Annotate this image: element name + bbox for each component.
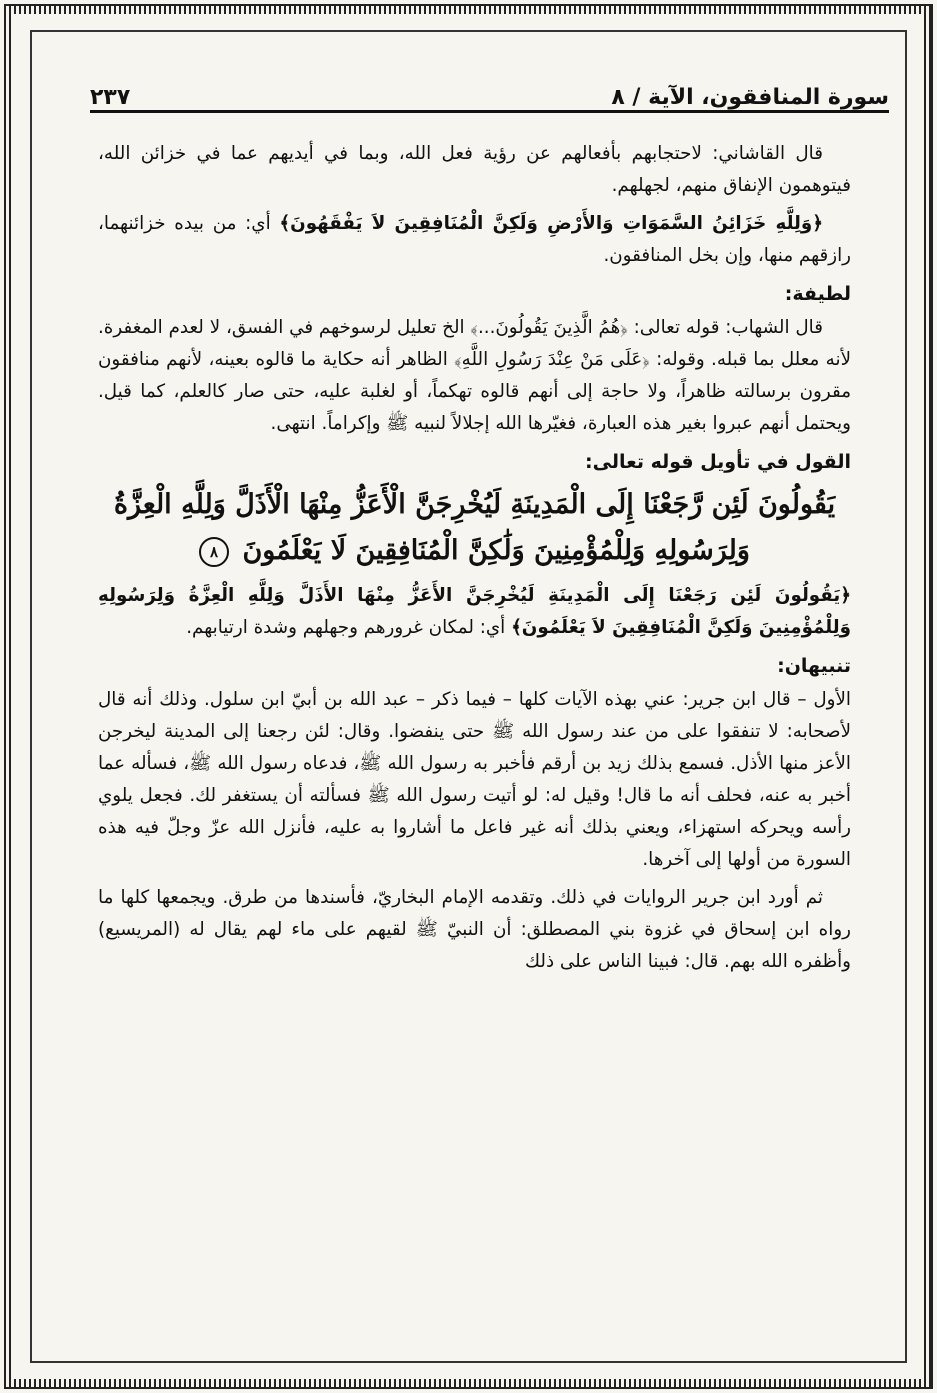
quran-quote: ﴿يَقُولُونَ لَئِن رَجَعْنَا إِلَى الْمَدِينَةِ لَيُخْرِجَنَّ الأَعَزُّ مِنْهَا الأَذَلَّ وَلِلَّهِ الْعِزَّةُ وَلِرَسُولِهِ وَلِلْمُؤْمِنِينَ وَلَكِنَّ الْمُنَافِقِينَ لاَ يَعْلَمُونَ﴾: [98, 585, 851, 638]
quran-quote: ﴿وَلِلَّهِ خَزَائِنُ السَّمَوَاتِ وَالأَرْضِ وَلَكِنَّ الْمُنَافِقِينَ لاَ يَفْقَهُونَ﴾: [279, 213, 823, 234]
verse-line-1: يَقُولُونَ لَئِن رَّجَعْنَا إِلَى الْمَدِينَةِ لَيُخْرِجَنَّ الْأَعَزُّ مِنْهَا الْأَذَلَّ وَلِلَّهِ الْعِزَّةُ: [113, 489, 836, 520]
paragraph-qashani: قال القاشاني: لاحتجابهم بأفعالهم عن رؤية فعل الله، وبما في أيديهم عما في خزائن الله، فيتوهمون الإنفاق منهم، لجهلهم.: [98, 143, 851, 196]
paragraph-shihab: قال الشهاب: قوله تعالى: ﴿هُمُ الَّذِينَ يَقُولُونَ...﴾ الخ تعليل لرسوخهم في الفسق، لا لعدم المغفرة. لأنه معلل بما قبله. وقوله: ﴿عَلَى مَنْ عِنْدَ رَسُولِ اللَّهِ﴾ الظاهر أنه حكاية ما قالوه بعينه، لأنهم منافقون مقرون برسالته ظاهراً، ولا حاجة إلى أنهم قالوه تهكماً، أو لغلبة عليه، حتى صار كالعلم، كما قيل. ويحتمل أنهم عبروا بغير هذه العبارة، فغيّرها الله إجلالاً لنبيه ﷺ وإكراماً. انتهى.: [98, 317, 851, 434]
page-number: ٢٣٧: [90, 85, 131, 110]
paragraph-text: أي: من بيده خزائنهما، رازقهم منها، وإن بخل المنافقون.: [98, 213, 851, 266]
paragraph-narrations: ثم أورد ابن جرير الروايات في ذلك. وتقدمه الإمام البخاريّ، فأسندها من طرق. ويجمعها كلها ما رواه ابن إسحاق في غزوة بني المصطلق: أن النبيّ ﷺ لقيهم على ماء لهم يقال له (المريسيع) وأظفره الله بهم. قال: فبينا الناس على ذلك: [98, 887, 851, 972]
paragraph-text: أي: لمكان غرورهم وجهلهم وشدة ارتيابهم.: [186, 617, 512, 638]
paragraph-verse-commentary: [98, 580, 851, 644]
page-body: [98, 138, 851, 1363]
heading-tawil: القول في تأويل قوله تعالى:: [585, 451, 851, 473]
verse-number-marker: ٨: [199, 537, 229, 567]
header-title: سورة المنافقون، الآية / ٨: [611, 85, 889, 110]
paragraph-ibn-jarir: الأول – قال ابن جرير: عني بهذه الآيات كلها – فيما ذكر – عبد الله بن أبيّ ابن سلول. وذلك أنه قال لأصحابه: لا تنفقوا على من عند رسول الله ﷺ حتى ينفضوا. وقال: لئن رجعنا إلى المدينة ليخرجن الأعز منها الأذل. فسمع بذلك زيد بن أرقم فأخبر به رسول الله ﷺ، فدعاه رسول الله ﷺ، فسأله عما أخبر به عنه، فحلف أنه ما قال! وقيل له: لو أتيت رسول الله ﷺ فسألته أن يستغفر لك. فجعل يلوي رأسه ويحركه استهزاء، ويعني بذلك أنه غير فاعل ما أشاروا به عليه، فأنزل الله عزّ وجلّ فيه هذه السورة من أولها إلى آخرها.: [98, 689, 851, 870]
verse-block: [98, 482, 851, 574]
verse-line-2-text: وَلِرَسُولِهِ وَلِلْمُؤْمِنِينَ وَلَٰكِنَّ الْمُنَافِقِينَ لَا يَعْلَمُونَ: [242, 535, 750, 566]
heading-tanbihan: تنبيهان:: [777, 655, 851, 677]
running-header: [90, 68, 889, 113]
heading-latifa: لطيفة:: [784, 283, 851, 305]
paragraph-treasuries: [98, 208, 851, 272]
verse-line-2: [98, 528, 851, 574]
